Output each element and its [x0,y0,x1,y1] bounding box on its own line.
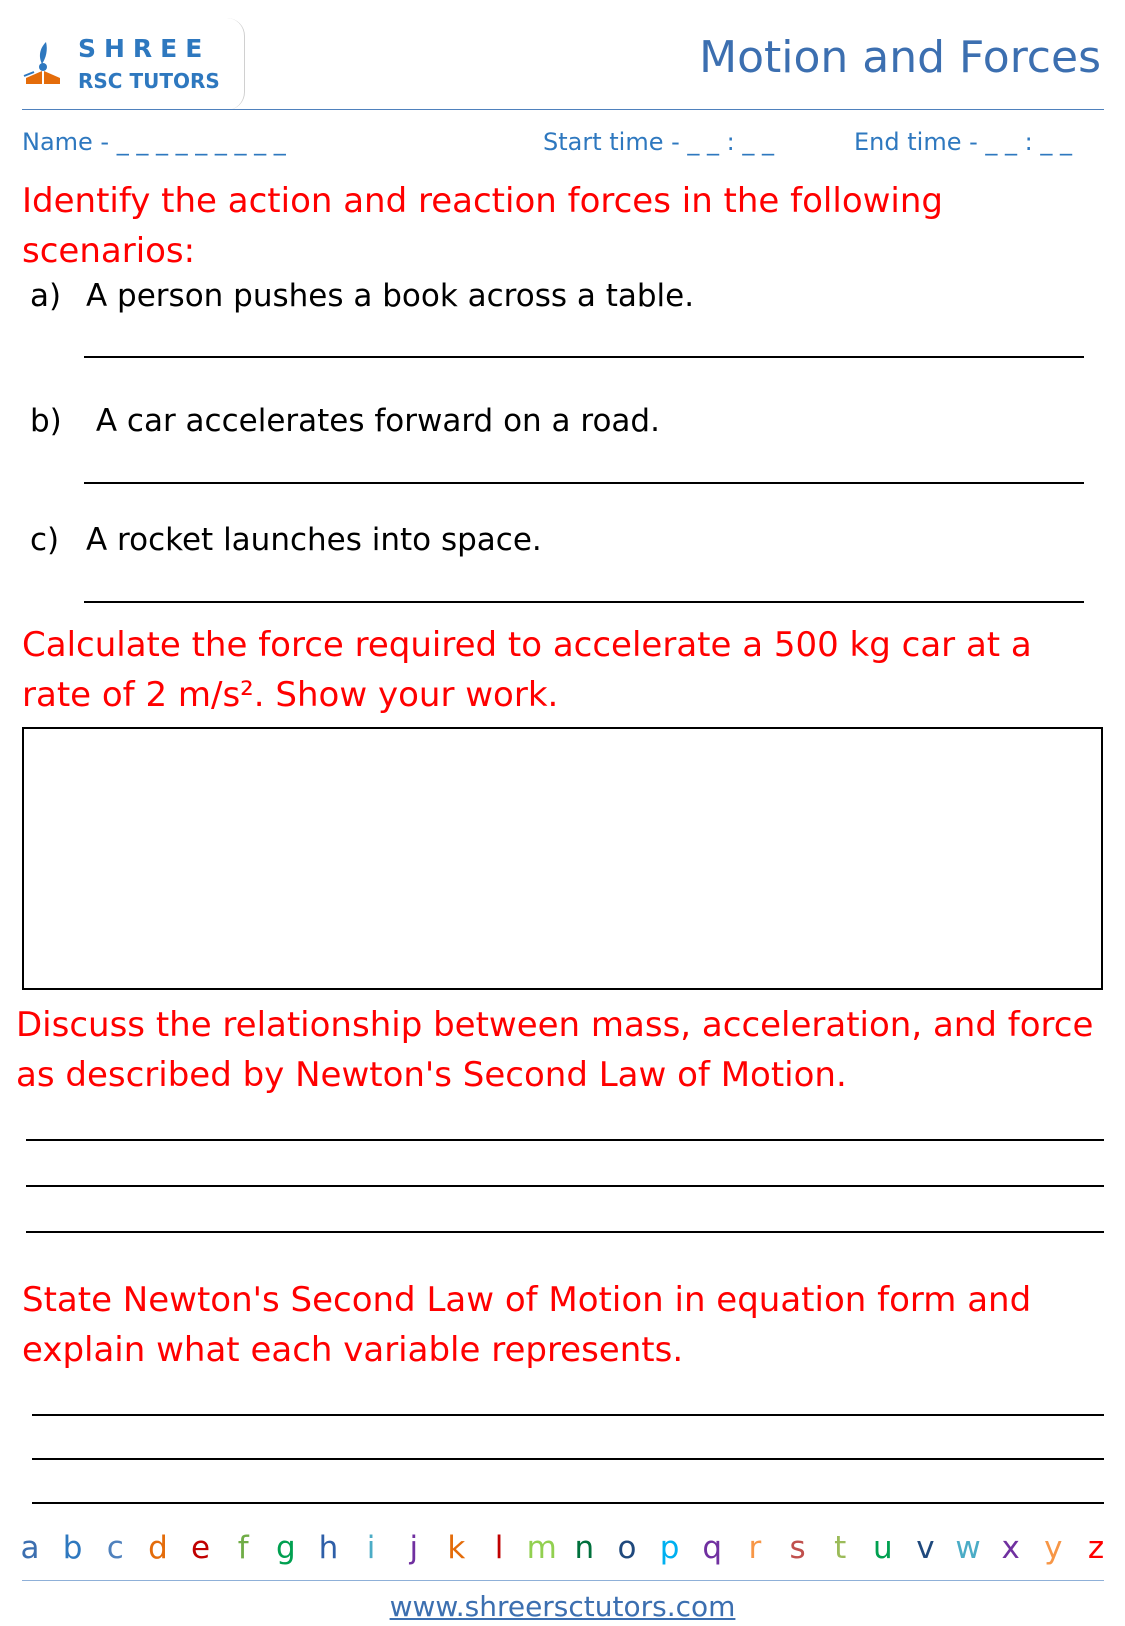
alphabet-letter-y: y [1044,1530,1063,1566]
graduate-emblem-icon [22,38,64,88]
alphabet-letter-n: n [574,1530,595,1566]
alphabet-letter-d: d [148,1530,168,1566]
alphabet-letter-b: b [62,1530,83,1566]
answer-line [84,356,1084,358]
alphabet-letter-w: w [955,1530,981,1566]
alphabet-letter-c: c [106,1530,124,1566]
answer-line [26,1185,1104,1187]
name-field: Name - _ _ _ _ _ _ _ _ _ [22,128,286,156]
question-2-prompt: Calculate the force required to accelerate a 500 kg car at a rate of 2 m/s². Show your work. [22,625,1032,715]
alphabet-letter-v: v [916,1530,935,1566]
alphabet-strip [0,1525,1125,1571]
alphabet-letter-f: f [237,1530,249,1566]
item-c-text: A rocket launches into space. [86,522,542,558]
alphabet-letter-l: l [494,1530,504,1566]
item-b-marker: b) [30,403,62,439]
question-3-prompt: Discuss the relationship between mass, acceleration, and force as described by Newton's Second Law of Motion. [16,1005,1094,1095]
answer-line [32,1458,1104,1460]
answer-line [32,1502,1104,1504]
item-a-text: A person pushes a book across a table. [86,278,695,314]
alphabet-letter-q: q [702,1530,723,1566]
alphabet-letter-i: i [366,1530,376,1566]
question-4-prompt: State Newton's Second Law of Motion in equation form and explain what each variable represents. [22,1280,1032,1370]
end-time-field: End time - _ _ : _ _ [854,128,1072,156]
answer-line [26,1139,1104,1141]
alphabet-letter-p: p [659,1530,680,1566]
alphabet-letter-u: u [872,1530,893,1566]
answer-line [84,601,1084,603]
alphabet-letter-m: m [526,1530,557,1566]
alphabet-letter-x: x [1001,1530,1020,1566]
answer-line [32,1414,1104,1416]
alphabet-letter-s: s [789,1530,806,1566]
alphabet-letter-z: z [1087,1530,1105,1566]
header-divider [22,109,1104,110]
website-link[interactable]: www.shreersctutors.com [389,1590,736,1623]
alphabet-letter-k: k [447,1530,466,1566]
start-time-field: Start time - _ _ : _ _ [543,128,774,156]
alphabet-letter-j: j [409,1530,419,1566]
answer-line [84,482,1084,484]
question-1-prompt: Identify the action and reaction forces in the following scenarios: [22,181,944,271]
alphabet-letter-o: o [617,1530,637,1566]
item-b-text: A car accelerates forward on a road. [86,403,660,439]
alphabet-letter-t: t [834,1530,847,1566]
item-a-marker: a) [30,278,62,314]
alphabet-letter-a: a [20,1530,40,1566]
logo-subtitle: RSC TUTORS [78,69,220,93]
alphabet-letter-g: g [275,1530,296,1566]
answer-line [26,1231,1104,1233]
logo-wordmark: SHREE [78,34,211,63]
alphabet-letter-r: r [748,1530,762,1566]
alphabet-letter-e: e [191,1530,211,1566]
worksheet-title: Motion and Forces [699,32,1101,83]
item-c-marker: c) [30,522,60,558]
footer-divider [22,1580,1104,1581]
alphabet-letter-h: h [318,1530,339,1566]
work-answer-box[interactable] [22,727,1103,990]
